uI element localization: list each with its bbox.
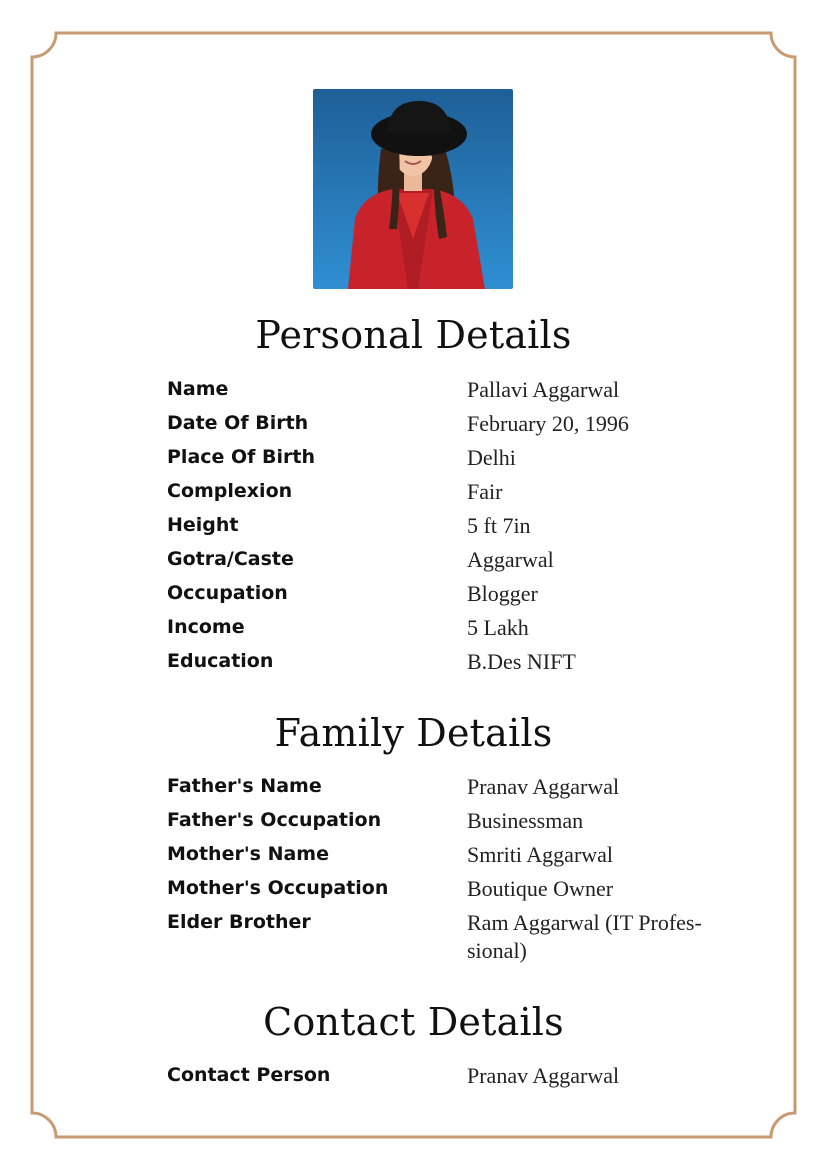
detail-label: Mother's Occupation xyxy=(167,877,389,899)
detail-label: Elder Brother xyxy=(167,911,311,933)
detail-row xyxy=(167,648,767,682)
detail-value: B.Des NIFT xyxy=(467,649,576,674)
detail-row xyxy=(167,614,767,648)
detail-value: February 20, 1996 xyxy=(467,411,629,436)
detail-label: Complexion xyxy=(167,480,293,502)
detail-row xyxy=(167,444,767,478)
detail-label: Education xyxy=(167,650,274,672)
profile-photo xyxy=(313,89,513,289)
detail-label: Occupation xyxy=(167,582,288,604)
detail-value: Pallavi Aggarwal xyxy=(467,377,620,402)
detail-label: Date Of Birth xyxy=(167,412,309,434)
detail-row xyxy=(167,773,767,807)
detail-label: Height xyxy=(167,514,239,536)
detail-row xyxy=(167,376,767,410)
detail-value: Smriti Aggarwal xyxy=(467,842,614,867)
contact-details-list xyxy=(167,1062,767,1096)
detail-row xyxy=(167,580,767,614)
detail-value: 5 Lakh xyxy=(467,615,529,640)
detail-value: Fair xyxy=(467,479,503,504)
detail-value: Pranav Aggarwal xyxy=(467,1063,620,1088)
personal-details-title: Personal Details xyxy=(255,313,572,357)
detail-label: Contact Person xyxy=(167,1064,331,1086)
detail-row xyxy=(167,807,767,841)
detail-label: Gotra/Caste xyxy=(167,548,294,570)
detail-label: Place Of Birth xyxy=(167,446,316,468)
detail-label: Father's Name xyxy=(167,775,322,797)
detail-value: Boutique Owner xyxy=(467,876,614,901)
detail-label: Father's Occupation xyxy=(167,809,382,831)
detail-row xyxy=(167,841,767,875)
personal-details-list xyxy=(167,376,767,682)
detail-label: Name xyxy=(167,378,229,400)
detail-row xyxy=(167,512,767,546)
detail-row xyxy=(167,875,767,909)
detail-value: Ram Aggarwal (IT Profes-sional) xyxy=(467,910,702,963)
family-details-list xyxy=(167,773,767,965)
detail-value: Blogger xyxy=(467,581,538,606)
detail-value: Pranav Aggarwal xyxy=(467,774,620,799)
detail-row xyxy=(167,1062,767,1096)
detail-row xyxy=(167,410,767,444)
detail-row xyxy=(167,909,767,965)
detail-value: 5 ft 7in xyxy=(467,513,531,538)
contact-details-title: Contact Details xyxy=(263,1000,564,1044)
family-details-title: Family Details xyxy=(274,711,553,755)
detail-label: Income xyxy=(167,616,245,638)
detail-label: Mother's Name xyxy=(167,843,329,865)
detail-row xyxy=(167,546,767,580)
detail-value: Businessman xyxy=(467,808,584,833)
detail-row xyxy=(167,478,767,512)
detail-value: Delhi xyxy=(467,445,516,470)
detail-value: Aggarwal xyxy=(467,547,554,572)
